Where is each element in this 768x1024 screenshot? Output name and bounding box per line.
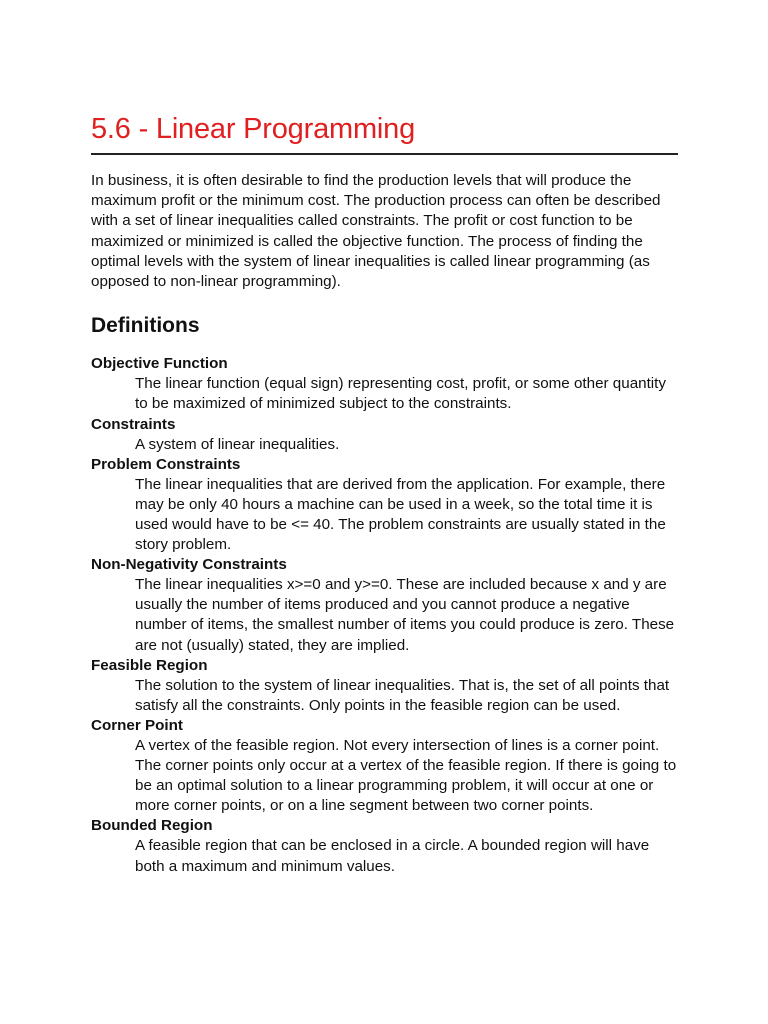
definitions-list [91, 354, 678, 876]
definition-term: Corner Point [91, 716, 183, 734]
definition-description: The linear inequalities x>=0 and y>=0. These are included because x and y are usually the number of items produced and you cannot produce a negative number of items, the smallest number of items you could produce is zero. These are not (usually) stated, they are implied. [135, 576, 675, 654]
definition-description: A vertex of the feasible region. Not every intersection of lines is a corner point. The corner points only occur at a vertex of the feasible region. If there is going to be an optimal solution to a linear programming problem, it will occur at one or more corner points, or on a line segment between two corner points. [135, 737, 677, 815]
definitions-heading: Definitions [91, 314, 200, 338]
definition-description: The linear function (equal sign) representing cost, profit, or some other quantity to be maximized of minimized subject to the constraints. [135, 375, 666, 413]
definition-description: A feasible region that can be enclosed in a circle. A bounded region will have both a maximum and minimum values. [135, 837, 650, 875]
definition-term: Objective Function [91, 355, 228, 373]
definition-description: The linear inequalities that are derived from the application. For example, there may be only 40 hours a machine can be used in a week, so the total time it is used would have to be <= 40. The problem constraints are usually stated in the story problem. [135, 475, 666, 554]
definition-term: Bounded Region [91, 817, 213, 835]
definition-description: A system of linear inequalities. [135, 435, 340, 453]
definition-term: Problem Constraints [91, 455, 241, 473]
intro-paragraph: In business, it is often desirable to find the production levels that will produce the maximum profit or the minimum cost. The production process can often be described with a set of linear inequalities called constraints. The profit or cost function to be maximized or minimized is called the objective function. The process of finding the optimal levels with the system of linear inequalities is called linear programming (as opposed to non-linear programming). [91, 172, 661, 291]
definition-term: Non-Negativity Constraints [91, 556, 287, 574]
definition-term: Constraints [91, 415, 176, 433]
document-page [91, 108, 678, 877]
definition-term: Feasible Region [91, 656, 208, 674]
definition-description: The solution to the system of linear inequalities. That is, the set of all points that satisfy all the constraints. Only points in the feasible region can be used. [135, 676, 670, 714]
page-title: 5.6 - Linear Programming [91, 113, 416, 145]
title-underline [91, 153, 678, 155]
